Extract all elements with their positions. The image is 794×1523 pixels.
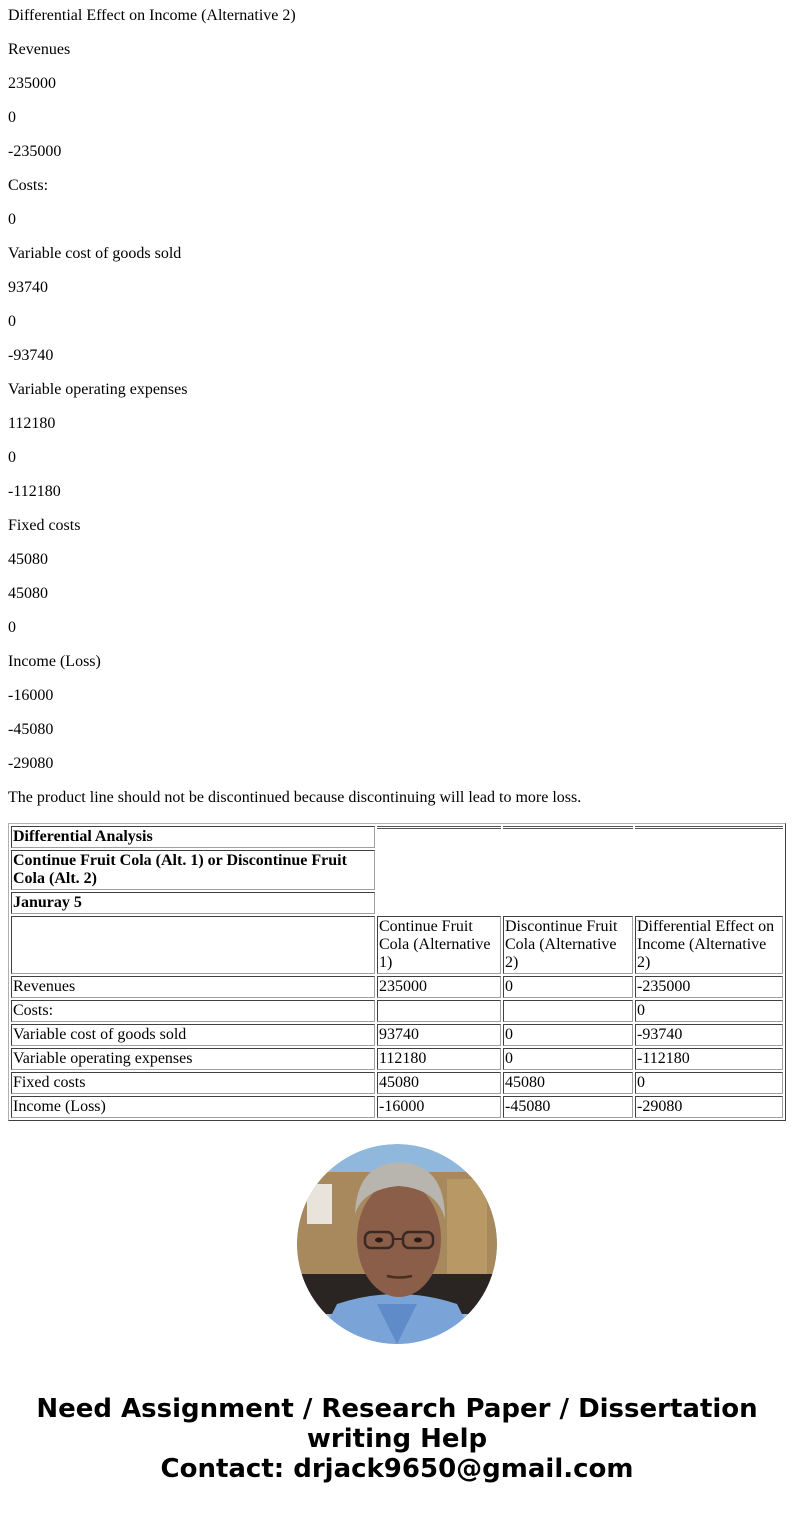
paragraph: -29080 — [8, 755, 54, 772]
table-cell — [503, 1000, 633, 1022]
paragraph: Differential Effect on Income (Alternative 2) — [8, 7, 296, 24]
table-row — [11, 1072, 783, 1094]
paragraph: 0 — [8, 211, 16, 228]
row-label: Costs: — [11, 1000, 375, 1022]
contact-banner — [0, 1394, 794, 1484]
paragraph: Revenues — [8, 41, 71, 58]
table-cell: -112180 — [635, 1048, 783, 1070]
table-date: Januray 5 — [11, 892, 375, 914]
paragraph: 45080 — [8, 585, 48, 602]
paragraph: Variable operating expenses — [8, 381, 188, 398]
paragraph: -235000 — [8, 143, 62, 160]
avatar — [297, 1144, 497, 1344]
table-cell: 0 — [635, 1072, 783, 1094]
table-cell-empty — [635, 826, 783, 914]
paragraph: -93740 — [8, 347, 54, 364]
contact-email: Contact: drjack9650@gmail.com — [160, 1454, 634, 1484]
paragraph: Income (Loss) — [8, 653, 101, 670]
row-label: Variable operating expenses — [11, 1048, 375, 1070]
paragraph-list — [8, 0, 786, 807]
row-label: Variable cost of goods sold — [11, 1024, 375, 1046]
table-cell: -29080 — [635, 1096, 783, 1118]
column-header: Continue Fruit Cola (Alternative 1) — [377, 916, 501, 974]
paragraph: 0 — [8, 449, 16, 466]
paragraph: 0 — [8, 313, 16, 330]
table-cell: 45080 — [503, 1072, 633, 1094]
table-header-row — [11, 826, 783, 848]
table-cell: 0 — [503, 1048, 633, 1070]
paragraph: -112180 — [8, 483, 61, 500]
paragraph: 112180 — [8, 415, 56, 432]
paragraph: 93740 — [8, 279, 48, 296]
differential-analysis-table — [8, 823, 786, 1121]
table-column-headers — [11, 916, 783, 974]
table-cell-empty — [503, 826, 633, 914]
table-cell: -235000 — [635, 976, 783, 998]
table-cell: 0 — [503, 976, 633, 998]
paragraph: 45080 — [8, 551, 48, 568]
row-label: Income (Loss) — [11, 1096, 375, 1118]
banner-line: writing Help — [306, 1424, 488, 1454]
paragraph: Variable cost of goods sold — [8, 245, 182, 262]
table-cell: 93740 — [377, 1024, 501, 1046]
banner-line: Need Assignment / Research Paper / Dissertation — [36, 1394, 758, 1424]
column-header: Discontinue Fruit Cola (Alternative 2) — [503, 916, 633, 974]
table-row — [11, 1096, 783, 1118]
table-cell: 0 — [635, 1000, 783, 1022]
row-label: Revenues — [11, 976, 375, 998]
paragraph: 0 — [8, 619, 16, 636]
table-title: Differential Analysis — [11, 826, 375, 848]
table-cell: 235000 — [377, 976, 501, 998]
paragraph: 0 — [8, 109, 16, 126]
table-row — [11, 1000, 783, 1022]
table-row — [11, 1024, 783, 1046]
paragraph: Fixed costs — [8, 517, 81, 534]
row-label: Fixed costs — [11, 1072, 375, 1094]
paragraph: -16000 — [8, 687, 54, 704]
author-portrait-icon — [297, 1144, 497, 1344]
table-cell: -45080 — [503, 1096, 633, 1118]
table-cell: 45080 — [377, 1072, 501, 1094]
table-cell: 112180 — [377, 1048, 501, 1070]
paragraph: -45080 — [8, 721, 54, 738]
conclusion-text: The product line should not be discontinued because discontinuing will lead to more loss. — [8, 789, 582, 806]
table-subtitle: Continue Fruit Cola (Alt. 1) or Discontinue Fruit Cola (Alt. 2) — [11, 850, 375, 890]
table-cell: 0 — [503, 1024, 633, 1046]
table-cell: -16000 — [377, 1096, 501, 1118]
paragraph: 235000 — [8, 75, 56, 92]
table-row — [11, 1048, 783, 1070]
table-row — [11, 976, 783, 998]
column-header: Differential Effect on Income (Alternative 2) — [635, 916, 783, 974]
column-header — [11, 916, 375, 974]
paragraph: Costs: — [8, 177, 49, 194]
table-cell — [377, 1000, 501, 1022]
table-cell-empty — [377, 826, 501, 914]
table-cell: -93740 — [635, 1024, 783, 1046]
